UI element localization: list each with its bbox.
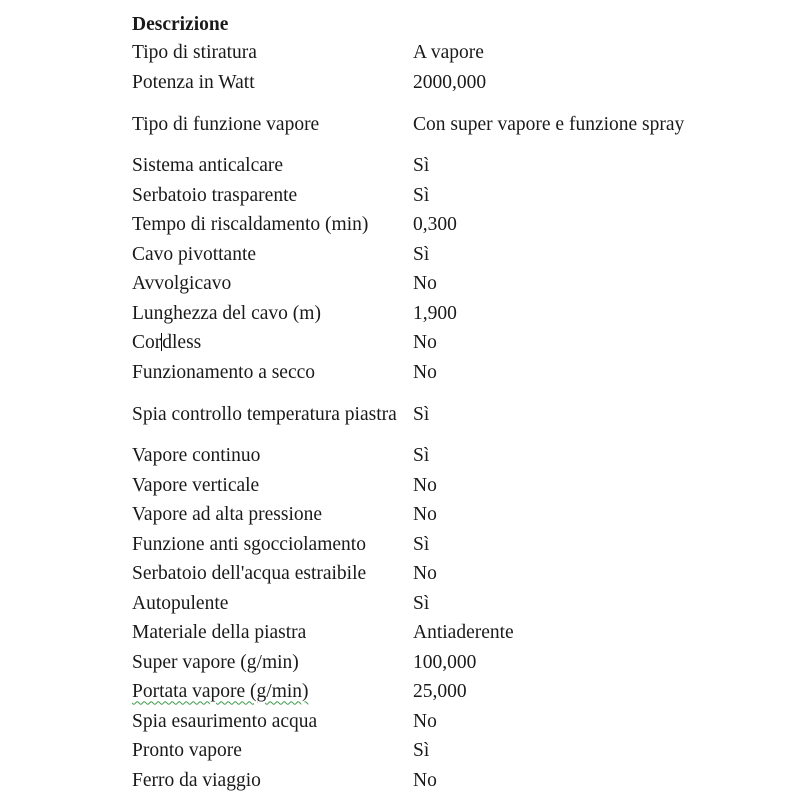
row-label: Potenza in Watt xyxy=(132,71,255,93)
table-row xyxy=(132,618,712,648)
table-heading: Descrizione xyxy=(132,14,229,35)
table-row xyxy=(132,269,712,299)
row-value: 25,000 xyxy=(413,681,467,703)
row-value: Sì xyxy=(413,592,430,614)
table-row xyxy=(132,38,712,68)
row-label: Tipo di stiratura xyxy=(132,42,257,64)
label-text-before-cursor: Cor xyxy=(132,332,162,354)
row-label: Pronto vapore xyxy=(132,740,242,762)
spec-table[interactable] xyxy=(132,12,712,795)
table-row xyxy=(132,387,712,441)
row-value: No xyxy=(413,273,437,295)
row-value: No xyxy=(413,332,437,354)
row-label[interactable] xyxy=(132,330,413,355)
table-row xyxy=(132,471,712,501)
table-row xyxy=(132,151,712,181)
row-label: Sistema anticalcare xyxy=(132,155,284,177)
table-row xyxy=(132,589,712,619)
row-value: Sì xyxy=(413,155,430,177)
row-label: Ferro da viaggio xyxy=(132,769,261,791)
table-row xyxy=(132,736,712,766)
row-label: Serbatoio trasparente xyxy=(132,184,298,206)
row-value: No xyxy=(413,563,437,585)
table-row xyxy=(132,530,712,560)
row-label: Serbatoio dell'acqua estraibile xyxy=(132,563,367,585)
row-label: Materiale della piastra xyxy=(132,622,307,644)
row-value: Sì xyxy=(413,445,430,467)
row-value: 100,000 xyxy=(413,651,477,673)
row-value: Sì xyxy=(413,403,430,425)
row-label: Spia esaurimento acqua xyxy=(132,710,318,732)
row-label xyxy=(132,679,413,704)
table-row xyxy=(132,648,712,678)
row-value: No xyxy=(413,474,437,496)
table-row xyxy=(132,707,712,737)
row-value: Sì xyxy=(413,243,430,265)
row-value: Antiaderente xyxy=(413,622,514,644)
table-row xyxy=(132,559,712,589)
row-label: Vapore verticale xyxy=(132,474,260,496)
row-value: Sì xyxy=(413,740,430,762)
row-value: Con super vapore e funzione spray xyxy=(413,113,685,135)
row-label: Autopulente xyxy=(132,592,229,614)
row-value: No xyxy=(413,769,437,791)
row-label: Cavo pivottante xyxy=(132,243,257,265)
row-label: Tempo di riscaldamento (min) xyxy=(132,214,369,236)
row-value: Sì xyxy=(413,184,430,206)
table-row xyxy=(132,766,712,796)
row-value: No xyxy=(413,710,437,732)
table-row xyxy=(132,500,712,530)
row-value: 2000,000 xyxy=(413,71,487,93)
row-label: Funzione anti sgocciolamento xyxy=(132,533,366,555)
row-label: Spia controllo temperatura piastra xyxy=(132,403,397,425)
row-label: Vapore ad alta pressione xyxy=(132,504,323,526)
row-value: Sì xyxy=(413,533,430,555)
row-label: Lunghezza del cavo (m) xyxy=(132,302,321,324)
row-value: 0,300 xyxy=(413,214,457,236)
row-label: Super vapore (g/min) xyxy=(132,651,299,673)
table-row xyxy=(132,299,712,329)
row-value: A vapore xyxy=(413,42,484,64)
row-value: No xyxy=(413,504,437,526)
table-row xyxy=(132,328,712,358)
row-label: Tipo di funzione vapore xyxy=(132,113,320,135)
row-label: Avvolgicavo xyxy=(132,273,232,295)
label-text-after-cursor: dless xyxy=(162,332,202,354)
row-label: Funzionamento a secco xyxy=(132,361,316,383)
table-row xyxy=(132,358,712,388)
table-row xyxy=(132,677,712,707)
spellcheck-flagged-text[interactable]: Portata vapore (g/min) xyxy=(132,681,309,703)
row-value: 1,900 xyxy=(413,302,457,324)
table-row xyxy=(132,97,712,151)
table-row xyxy=(132,441,712,471)
table-row xyxy=(132,240,712,270)
table-row xyxy=(132,68,712,98)
row-label: Vapore continuo xyxy=(132,445,261,467)
table-row xyxy=(132,210,712,240)
table-row xyxy=(132,181,712,211)
row-value: No xyxy=(413,361,437,383)
